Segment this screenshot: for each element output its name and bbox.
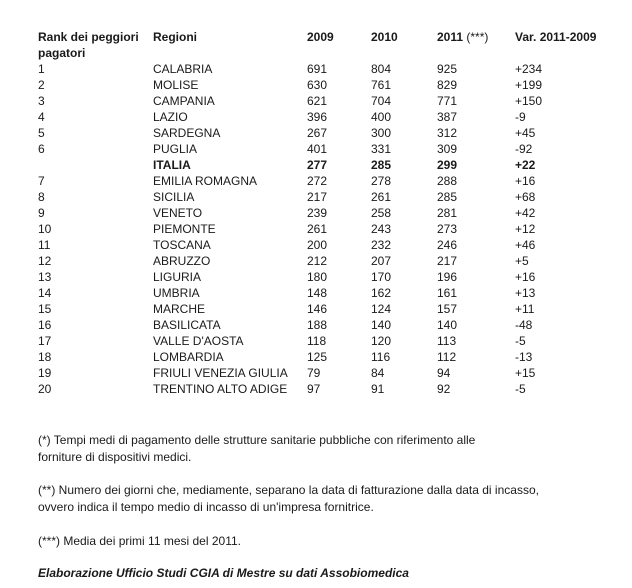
cell-rank: 18 xyxy=(38,350,52,364)
cell-2009: 79 xyxy=(307,366,321,380)
cell-rank: 20 xyxy=(38,382,52,396)
cell-2010: 140 xyxy=(371,318,392,332)
cell-region: EMILIA ROMAGNA xyxy=(153,174,258,188)
cell-region: SICILIA xyxy=(153,190,195,204)
cell-rank: 12 xyxy=(38,254,52,268)
cell-region: LOMBARDIA xyxy=(153,350,224,364)
header-2011 xyxy=(437,30,515,44)
cell-region: PUGLIA xyxy=(153,142,198,156)
table-row xyxy=(38,253,615,269)
table-row xyxy=(38,269,615,285)
cell-2010: 91 xyxy=(371,382,385,396)
cell-2009: 180 xyxy=(307,270,328,284)
cell-variation: +68 xyxy=(515,190,536,204)
cell-rank: 14 xyxy=(38,286,52,300)
cell-variation: +234 xyxy=(515,62,543,76)
cell-rank xyxy=(38,157,153,173)
cell-2011: 113 xyxy=(437,334,457,348)
cell-rank: 15 xyxy=(38,302,52,316)
cell-variation: +46 xyxy=(515,238,536,252)
table-row xyxy=(38,93,615,109)
cell-2009: 212 xyxy=(307,254,328,268)
cell-2009: 621 xyxy=(307,94,328,108)
cell-2009: 401 xyxy=(307,142,328,156)
cell-2010: 704 xyxy=(371,94,392,108)
table-row xyxy=(38,285,615,301)
cell-region: LAZIO xyxy=(153,110,188,124)
footnote-1-line1: (*) Tempi medi di pagamento delle strutture sanitarie pubbliche con riferimento alle xyxy=(38,433,476,447)
cell-variation: +22 xyxy=(515,158,536,172)
cell-variation: +13 xyxy=(515,286,536,300)
cell-region: CAMPANIA xyxy=(153,94,215,108)
cell-2009: 118 xyxy=(307,334,327,348)
cell-2010: 261 xyxy=(371,190,392,204)
cell-region: VENETO xyxy=(153,206,203,220)
cell-2010: 258 xyxy=(371,206,392,220)
cell-rank: 17 xyxy=(38,334,52,348)
table-row xyxy=(38,301,615,317)
cell-variation: -92 xyxy=(515,142,533,156)
cell-region: TOSCANA xyxy=(153,238,211,252)
cell-rank: 2 xyxy=(38,78,45,92)
table-row xyxy=(38,77,615,93)
cell-2011: 112 xyxy=(437,350,457,364)
cell-rank: 19 xyxy=(38,366,52,380)
cell-2010: 162 xyxy=(371,286,392,300)
cell-region: FRIULI VENEZIA GIULIA xyxy=(153,366,288,380)
table-row xyxy=(38,349,615,365)
cell-region: ITALIA xyxy=(153,158,191,172)
cell-region: TRENTINO ALTO ADIGE xyxy=(153,382,288,396)
table-row xyxy=(38,381,615,397)
cell-variation: +12 xyxy=(515,222,536,236)
cell-variation: -5 xyxy=(515,382,526,396)
table-row xyxy=(38,333,615,349)
cell-rank: 16 xyxy=(38,318,52,332)
cell-2009: 125 xyxy=(307,350,328,364)
cell-region: MOLISE xyxy=(153,78,199,92)
table-row xyxy=(38,317,615,333)
cell-2009: 261 xyxy=(307,222,328,236)
cell-variation: -13 xyxy=(515,350,533,364)
cell-2010: 120 xyxy=(371,334,392,348)
cell-variation: -9 xyxy=(515,110,526,124)
cell-2009: 277 xyxy=(307,158,328,172)
header-rank-line2: pagatori xyxy=(38,46,86,60)
header-2009: 2009 xyxy=(307,30,334,44)
cell-variation: +16 xyxy=(515,174,536,188)
source-credit: Elaborazione Ufficio Studi CGIA di Mestre su dati Assobiomedica xyxy=(38,566,409,580)
table-row xyxy=(38,189,615,205)
cell-2011: 92 xyxy=(437,382,451,396)
cell-2011: 288 xyxy=(437,174,458,188)
cell-variation: -48 xyxy=(515,318,533,332)
cell-2009: 97 xyxy=(307,382,321,396)
cell-region: UMBRIA xyxy=(153,286,200,300)
footnote-3 xyxy=(38,533,598,550)
cell-2010: 207 xyxy=(371,254,392,268)
cell-region: ABRUZZO xyxy=(153,254,211,268)
cell-variation: +42 xyxy=(515,206,536,220)
cell-2009: 272 xyxy=(307,174,328,188)
cell-2011: 312 xyxy=(437,126,458,140)
cell-2010: 300 xyxy=(371,126,392,140)
cell-2010: 761 xyxy=(371,78,392,92)
table-row xyxy=(38,141,615,157)
table-row xyxy=(38,205,615,221)
cell-2009: 396 xyxy=(307,110,328,124)
table-row xyxy=(38,125,615,141)
cell-variation: +5 xyxy=(515,254,529,268)
cell-2011: 285 xyxy=(437,190,458,204)
footnote-2 xyxy=(38,482,598,516)
cell-rank: 6 xyxy=(38,142,45,156)
cell-region: VALLE D'AOSTA xyxy=(153,334,244,348)
cell-2011: 157 xyxy=(437,302,458,316)
cell-region: SARDEGNA xyxy=(153,126,221,140)
header-2011-note: (***) xyxy=(466,30,489,44)
cell-2009: 188 xyxy=(307,318,328,332)
cell-2010: 285 xyxy=(371,158,392,172)
cell-rank: 5 xyxy=(38,126,45,140)
header-2011-label: 2011 xyxy=(437,30,464,44)
cell-2009: 148 xyxy=(307,286,328,300)
header-2010: 2010 xyxy=(371,30,398,44)
cell-rank: 7 xyxy=(38,174,45,188)
cell-2009: 267 xyxy=(307,126,328,140)
table-header xyxy=(38,30,615,61)
cell-variation: +199 xyxy=(515,78,543,92)
cell-2010: 116 xyxy=(371,350,391,364)
cell-rank: 1 xyxy=(38,62,45,76)
cell-rank: 10 xyxy=(38,222,52,236)
table-row xyxy=(38,61,615,77)
cell-2010: 232 xyxy=(371,238,392,252)
cell-2011: 309 xyxy=(437,142,458,156)
table-row xyxy=(38,157,615,173)
cell-2009: 146 xyxy=(307,302,328,316)
table-row xyxy=(38,237,615,253)
table-body xyxy=(38,61,615,397)
cell-region: PIEMONTE xyxy=(153,222,216,236)
cell-region: BASILICATA xyxy=(153,318,221,332)
cell-2010: 124 xyxy=(371,302,392,316)
cell-variation: -5 xyxy=(515,334,526,348)
cell-variation: +45 xyxy=(515,126,536,140)
cell-2010: 804 xyxy=(371,62,392,76)
cell-region: LIGURIA xyxy=(153,270,202,284)
cell-2011: 140 xyxy=(437,318,458,332)
footnote-3-text: (***) Media dei primi 11 mesi del 2011. xyxy=(38,534,241,548)
cell-variation: +11 xyxy=(515,302,535,316)
cell-2011: 246 xyxy=(437,238,458,252)
cell-rank: 4 xyxy=(38,110,45,124)
cell-2011: 829 xyxy=(437,78,458,92)
cell-2009: 217 xyxy=(307,190,328,204)
cell-2011: 281 xyxy=(437,206,458,220)
header-variation: Var. 2011-2009 xyxy=(515,30,597,44)
cell-2010: 278 xyxy=(371,174,392,188)
cell-2010: 243 xyxy=(371,222,392,236)
cell-2011: 196 xyxy=(437,270,458,284)
table-row xyxy=(38,221,615,237)
cell-2010: 400 xyxy=(371,110,392,124)
cell-2011: 771 xyxy=(437,94,458,108)
cell-2009: 630 xyxy=(307,78,328,92)
cell-2010: 170 xyxy=(371,270,392,284)
cell-rank: 13 xyxy=(38,270,52,284)
cell-2011: 925 xyxy=(437,62,458,76)
cell-2010: 331 xyxy=(371,142,392,156)
cell-region: CALABRIA xyxy=(153,62,213,76)
cell-2011: 94 xyxy=(437,366,451,380)
cell-2011: 299 xyxy=(437,158,458,172)
ranking-table xyxy=(38,30,615,397)
cell-2011: 217 xyxy=(437,254,458,268)
footnote-1-line2: forniture di dispositivi medici. xyxy=(38,450,192,464)
cell-rank: 8 xyxy=(38,190,45,204)
table-row xyxy=(38,365,615,381)
cell-rank: 9 xyxy=(38,206,45,220)
cell-2009: 200 xyxy=(307,238,328,252)
header-region: Regioni xyxy=(153,30,197,44)
cell-region: MARCHE xyxy=(153,302,206,316)
cell-rank: 3 xyxy=(38,94,45,108)
header-rank: Rank dei peggiori xyxy=(38,30,139,44)
cell-2011: 161 xyxy=(437,286,458,300)
cell-2010: 84 xyxy=(371,366,385,380)
footnote-1 xyxy=(38,432,598,466)
cell-2009: 239 xyxy=(307,206,328,220)
cell-2009: 691 xyxy=(307,62,328,76)
cell-variation: +15 xyxy=(515,366,536,380)
footnote-2-line1: (**) Numero dei giorni che, mediamente, separano la data di fatturazione dalla data di incasso, xyxy=(38,483,539,497)
cell-variation: +150 xyxy=(515,94,543,108)
cell-2011: 387 xyxy=(437,110,458,124)
cell-rank: 11 xyxy=(38,238,51,252)
table-row xyxy=(38,109,615,125)
cell-variation: +16 xyxy=(515,270,536,284)
footnote-2-line2: ovvero indica il tempo medio di incasso di un'impresa fornitrice. xyxy=(38,500,374,514)
table-row xyxy=(38,173,615,189)
cell-2011: 273 xyxy=(437,222,458,236)
